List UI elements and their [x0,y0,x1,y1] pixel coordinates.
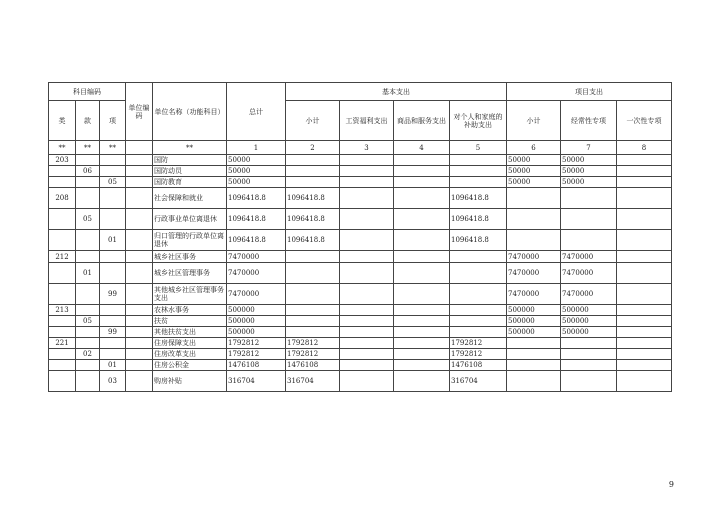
table-row [49,263,672,284]
unit-code-cell [126,360,153,371]
subsidy-cell [450,155,507,166]
recurring-special-cell [561,371,617,392]
index-cell: 2 [286,141,340,155]
kuan-cell [76,251,100,263]
one-time-special-cell [617,188,672,209]
index-cell: 7 [561,141,617,155]
total-cell: 500000 [227,316,286,327]
recurring-special-cell: 7470000 [561,284,617,305]
project-subtotal-cell: 7470000 [507,263,561,284]
kuan-cell [76,230,100,251]
goods-services-cell [394,263,450,284]
lei-cell: 221 [49,338,76,349]
lei-cell [49,284,76,305]
kuan-cell [76,155,100,166]
unit-name-cell: 住房保障支出 [153,338,227,349]
project-subtotal-cell: 500000 [507,316,561,327]
xiang-cell: 05 [100,177,126,188]
subsidy-cell: 1096418.8 [450,230,507,251]
one-time-special-cell [617,349,672,360]
xiang-cell [100,188,126,209]
unit-code-header: 单位编码 [126,83,153,141]
unit-code-cell [126,177,153,188]
table-row [49,371,672,392]
unit-name-cell: 国防教育 [153,177,227,188]
index-cell: 4 [394,141,450,155]
project-subtotal-cell [507,349,561,360]
budget-table [48,82,672,392]
basic-subtotal-cell: 1792812 [286,349,340,360]
kuan-cell [76,371,100,392]
salary-welfare-cell [340,360,394,371]
unit-code-cell [126,338,153,349]
goods-services-cell [394,166,450,177]
unit-code-cell [126,284,153,305]
goods-services-cell [394,230,450,251]
xiang-cell: 01 [100,230,126,251]
xiang-cell [100,155,126,166]
kuan-cell: 01 [76,263,100,284]
unit-code-cell [126,371,153,392]
table-row [49,188,672,209]
lei-header: 类 [49,101,76,141]
table-row [49,316,672,327]
salary-welfare-cell [340,251,394,263]
salary-welfare-cell [340,338,394,349]
kuan-cell: 05 [76,316,100,327]
project-subtotal-cell: 50000 [507,177,561,188]
goods-services-header: 商品和服务支出 [394,101,450,141]
xiang-cell [100,209,126,230]
table-row [49,349,672,360]
total-cell: 500000 [227,305,286,316]
xiang-cell [100,316,126,327]
lei-cell [49,177,76,188]
goods-services-cell [394,327,450,338]
project-subtotal-cell: 500000 [507,327,561,338]
project-subtotal-cell [507,230,561,251]
lei-cell [49,166,76,177]
project-subtotal-header: 小计 [507,101,561,141]
total-cell: 50000 [227,166,286,177]
xiang-cell [100,166,126,177]
recurring-special-cell: 50000 [561,155,617,166]
table-row [49,251,672,263]
basic-subtotal-header: 小计 [286,101,340,141]
table-row [49,327,672,338]
basic-subtotal-cell: 1096418.8 [286,188,340,209]
kuan-header: 款 [76,101,100,141]
subsidy-cell: 1792812 [450,338,507,349]
unit-code-cell [126,316,153,327]
recurring-special-cell: 50000 [561,166,617,177]
table-row [49,166,672,177]
recurring-special-cell [561,349,617,360]
salary-welfare-cell [340,166,394,177]
lei-cell [49,263,76,284]
recurring-special-cell: 50000 [561,177,617,188]
recurring-special-cell: 500000 [561,327,617,338]
index-cell: ** [76,141,100,155]
basic-subtotal-cell [286,305,340,316]
project-subtotal-cell [507,371,561,392]
total-cell: 1792812 [227,349,286,360]
total-cell: 7470000 [227,251,286,263]
one-time-special-cell [617,327,672,338]
table-row [49,360,672,371]
subsidy-cell [450,177,507,188]
xiang-cell: 99 [100,284,126,305]
salary-welfare-cell [340,327,394,338]
basic-subtotal-cell [286,251,340,263]
recurring-special-cell [561,230,617,251]
index-cell: ** [100,141,126,155]
kuan-cell [76,360,100,371]
salary-welfare-cell [340,263,394,284]
salary-welfare-cell [340,349,394,360]
one-time-special-cell [617,263,672,284]
table-row [49,338,672,349]
unit-code-cell [126,155,153,166]
total-cell: 316704 [227,371,286,392]
recurring-special-cell [561,209,617,230]
index-cell: 1 [227,141,286,155]
goods-services-cell [394,316,450,327]
total-cell: 1096418.8 [227,209,286,230]
recurring-special-cell [561,338,617,349]
index-cell [126,141,153,155]
subsidy-cell [450,327,507,338]
one-time-special-cell [617,230,672,251]
column-index-row [49,141,672,155]
one-time-special-cell [617,166,672,177]
recurring-special-cell: 7470000 [561,251,617,263]
lei-cell [49,316,76,327]
xiang-cell [100,349,126,360]
one-time-special-cell [617,155,672,166]
project-subtotal-cell: 7470000 [507,284,561,305]
goods-services-cell [394,349,450,360]
lei-cell [49,360,76,371]
salary-welfare-cell [340,305,394,316]
total-header: 总计 [227,83,286,141]
basic-subtotal-cell: 1476108 [286,360,340,371]
table-row [49,209,672,230]
one-time-special-cell [617,360,672,371]
index-cell: 8 [617,141,672,155]
lei-cell [49,371,76,392]
basic-subtotal-cell [286,155,340,166]
index-cell: 3 [340,141,394,155]
basic-subtotal-cell [286,316,340,327]
page-number: 9 [668,480,674,489]
kuan-cell [76,284,100,305]
project-subtotal-cell [507,209,561,230]
table-row [49,284,672,305]
one-time-special-cell [617,371,672,392]
xiang-cell [100,251,126,263]
one-time-special-cell [617,251,672,263]
subsidy-cell [450,305,507,316]
project-subtotal-cell: 7470000 [507,251,561,263]
xiang-cell [100,263,126,284]
salary-welfare-cell [340,155,394,166]
subsidy-cell: 316704 [450,371,507,392]
kuan-cell: 02 [76,349,100,360]
subject-code-header: 科目编码 [49,83,126,101]
recurring-special-cell: 500000 [561,316,617,327]
recurring-special-cell: 7470000 [561,263,617,284]
unit-code-cell [126,209,153,230]
subsidy-cell: 1096418.8 [450,188,507,209]
kuan-cell: 06 [76,166,100,177]
one-time-special-cell [617,177,672,188]
subsidy-cell [450,316,507,327]
subsidy-cell: 1476108 [450,360,507,371]
total-cell: 50000 [227,155,286,166]
total-cell: 50000 [227,177,286,188]
table-row [49,177,672,188]
total-cell: 1096418.8 [227,188,286,209]
index-cell: 5 [450,141,507,155]
unit-code-cell [126,166,153,177]
unit-code-cell [126,305,153,316]
unit-code-cell [126,327,153,338]
xiang-cell: 99 [100,327,126,338]
one-time-special-cell [617,284,672,305]
xiang-header: 项 [100,101,126,141]
subsidy-cell [450,166,507,177]
salary-welfare-cell [340,371,394,392]
lei-cell [49,327,76,338]
unit-code-cell [126,263,153,284]
table-row [49,305,672,316]
salary-welfare-cell [340,230,394,251]
subsidy-cell: 1096418.8 [450,209,507,230]
subsidy-cell [450,263,507,284]
basic-subtotal-cell [286,177,340,188]
goods-services-cell [394,177,450,188]
goods-services-cell [394,251,450,263]
unit-code-cell [126,251,153,263]
unit-code-cell [126,188,153,209]
subsidy-cell [450,251,507,263]
recurring-special-cell [561,188,617,209]
kuan-cell [76,177,100,188]
unit-name-cell: 归口管理的行政单位离退休 [153,230,227,251]
salary-welfare-cell [340,209,394,230]
unit-name-header: 单位名称（功能科目） [153,83,227,141]
unit-name-cell: 国防 [153,155,227,166]
one-time-special-cell [617,209,672,230]
project-subtotal-cell [507,188,561,209]
basic-subtotal-cell [286,166,340,177]
unit-name-cell: 国防动员 [153,166,227,177]
lei-cell: 213 [49,305,76,316]
basic-subtotal-cell: 1792812 [286,338,340,349]
project-subtotal-cell: 500000 [507,305,561,316]
header-row-1 [49,83,672,101]
unit-code-cell [126,349,153,360]
project-subtotal-cell: 50000 [507,166,561,177]
subsidy-cell: 1792812 [450,349,507,360]
unit-name-cell: 城乡社区管理事务 [153,263,227,284]
unit-name-cell: 城乡社区事务 [153,251,227,263]
basic-subtotal-cell: 316704 [286,371,340,392]
xiang-cell: 03 [100,371,126,392]
recurring-special-header: 经常性专项 [561,101,617,141]
one-time-special-header: 一次性专项 [617,101,672,141]
recurring-special-cell: 500000 [561,305,617,316]
basic-subtotal-cell: 1096418.8 [286,209,340,230]
kuan-cell [76,305,100,316]
lei-cell: 203 [49,155,76,166]
salary-welfare-cell [340,284,394,305]
xiang-cell [100,338,126,349]
total-cell: 500000 [227,327,286,338]
recurring-special-cell [561,360,617,371]
goods-services-cell [394,338,450,349]
one-time-special-cell [617,316,672,327]
subsidy-cell [450,284,507,305]
unit-name-cell: 农林水事务 [153,305,227,316]
unit-name-cell: 行政事业单位离退休 [153,209,227,230]
unit-name-cell: 扶贫 [153,316,227,327]
personal-family-subsidy-header: 对个人和家庭的补助支出 [450,101,507,141]
project-subtotal-cell: 50000 [507,155,561,166]
salary-welfare-cell [340,188,394,209]
total-cell: 7470000 [227,284,286,305]
unit-name-cell: 其他扶贫支出 [153,327,227,338]
xiang-cell: 01 [100,360,126,371]
basic-subtotal-cell: 1096418.8 [286,230,340,251]
total-cell: 7470000 [227,263,286,284]
salary-welfare-cell [340,177,394,188]
unit-name-cell: 购房补贴 [153,371,227,392]
project-subtotal-cell [507,338,561,349]
project-expenditure-header: 项目支出 [507,83,672,101]
total-cell: 1792812 [227,338,286,349]
kuan-cell [76,338,100,349]
basic-expenditure-header: 基本支出 [286,83,507,101]
one-time-special-cell [617,305,672,316]
unit-name-cell: 其他城乡社区管理事务支出 [153,284,227,305]
goods-services-cell [394,305,450,316]
goods-services-cell [394,209,450,230]
lei-cell: 212 [49,251,76,263]
index-cell: ** [153,141,227,155]
lei-cell [49,349,76,360]
basic-subtotal-cell [286,263,340,284]
lei-cell [49,230,76,251]
unit-name-cell: 住房公积金 [153,360,227,371]
table-row [49,155,672,166]
xiang-cell [100,305,126,316]
goods-services-cell [394,371,450,392]
index-cell: ** [49,141,76,155]
lei-cell: 208 [49,188,76,209]
total-cell: 1096418.8 [227,230,286,251]
kuan-cell [76,327,100,338]
unit-code-cell [126,230,153,251]
one-time-special-cell [617,338,672,349]
salary-welfare-header: 工资福利支出 [340,101,394,141]
salary-welfare-cell [340,316,394,327]
goods-services-cell [394,360,450,371]
unit-name-cell: 社会保障和就业 [153,188,227,209]
total-cell: 1476108 [227,360,286,371]
goods-services-cell [394,155,450,166]
table-row [49,230,672,251]
goods-services-cell [394,188,450,209]
basic-subtotal-cell [286,327,340,338]
basic-subtotal-cell [286,284,340,305]
lei-cell [49,209,76,230]
goods-services-cell [394,284,450,305]
index-cell: 6 [507,141,561,155]
kuan-cell [76,188,100,209]
unit-name-cell: 住房改革支出 [153,349,227,360]
project-subtotal-cell [507,360,561,371]
kuan-cell: 05 [76,209,100,230]
